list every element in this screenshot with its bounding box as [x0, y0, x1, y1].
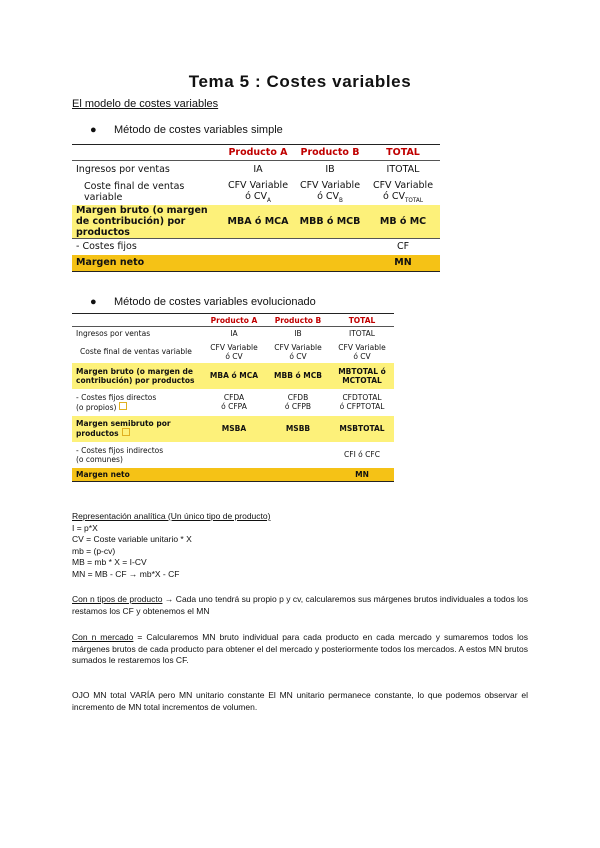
t1-margen-neto-label: Margen neto [72, 255, 222, 271]
t2-coste-label: Coste final de ventas variable [80, 347, 192, 356]
representation-block [72, 511, 270, 580]
table-evolucionado [72, 313, 394, 482]
t2-cfd-a: CFDA ó CFPA [221, 393, 247, 411]
t1-mb-b: MBB ó MCB [294, 205, 366, 239]
t2-cfv-b: CFV Variable ó CV [274, 342, 322, 361]
t1-itotal: ITOTAL [366, 161, 440, 179]
section-heading: El modelo de costes variables [72, 98, 219, 110]
t1-ingresos-label: Ingresos por ventas [72, 161, 222, 179]
page-title: Tema 5 : Costes variables [188, 72, 412, 91]
t1-costes-fijos-label: - Costes fijos [72, 238, 222, 255]
paragraph-ojo: OJO MN total VARÍA pero MN unitario constante El MN unitario permanece constante, lo que podemos observar el incremento de MN total incrementos de volumen. [72, 690, 528, 712]
t2-mb-total: MBTOTAL ó MCTOTAL [330, 363, 394, 389]
t2-cfd-b: CFDB ó CFPB [284, 393, 312, 411]
t1-header-total: TOTAL [366, 145, 440, 161]
t1-header-a: Producto A [222, 145, 294, 161]
t2-header-total: TOTAL [330, 314, 394, 327]
t2-cfv-total: CFV Variable ó CV [338, 342, 386, 361]
comment-marker-icon [119, 402, 127, 410]
t2-ib: IB [266, 327, 330, 341]
t1-header-b: Producto B [294, 145, 366, 161]
t2-cfv-a: CFV Variable ó CV [210, 342, 258, 361]
t1-ia: IA [222, 161, 294, 179]
t2-msb-a: MSBA [202, 416, 266, 442]
t2-mb-b: MBB ó MCB [266, 363, 330, 389]
t1-cfv-total: CFV Variable ó $CV_{TOTAL}$ [372, 179, 434, 204]
formula-line: MN = MB - CF → mb*X - CF [72, 568, 180, 579]
bullet-evolucionado: ● Método de costes variables evolucionado [90, 296, 316, 308]
t2-ingresos-label: Ingresos por ventas [72, 327, 202, 341]
t2-ia: IA [202, 327, 266, 341]
t1-coste-label: Coste final de ventas variable [84, 180, 185, 203]
t2-itotal: ITOTAL [330, 327, 394, 341]
bullet-simple-text: Método de costes variables simple [114, 124, 283, 136]
t1-ib: IB [294, 161, 366, 179]
paragraph-n-mercado: Con n mercado = Calcularemos MN bruto individual para cada producto en cada mercado y sumaremos todos los márgenes brutos de cada producto para obtener el del mercado y posteriormente todos los mercados. A estos MN brutos sumados le restaremos los CF. [72, 632, 528, 665]
paragraph-n-productos: Con n tipos de producto → Cada uno tendrá su propio p y cv, calcularemos sus márgenes brutos individuales a todos los restamos los CF y obtenemos el MN [72, 594, 528, 616]
t2-margen-neto-label: Margen neto [72, 468, 202, 482]
formula-line: mb = (p-cv) [72, 545, 116, 556]
t2-msb-total: MSBTOTAL [330, 416, 394, 442]
t1-margen-bruto-label: Margen bruto (o margen de contribución) por productos [72, 205, 222, 239]
t2-header-a: Producto A [202, 314, 266, 327]
t1-cfv-b: CFV Variable ó $CV_B$ [299, 179, 361, 204]
t2-mn: MN [330, 468, 394, 482]
t2-cfd-total: CFDTOTAL ó CFPTOTAL [339, 393, 385, 411]
t2-msb-b: MSBB [266, 416, 330, 442]
table-simple [72, 144, 440, 272]
t2-header-b: Producto B [266, 314, 330, 327]
t2-cfd-label: - Costes fijos directos (o propios) [76, 392, 157, 412]
bullet-evolucionado-text: Método de costes variables evolucionado [114, 296, 316, 308]
t1-mb-a: MBA ó MCA [222, 205, 294, 239]
t2-cfi-label: - Costes fijos indirectos (o comunes) [76, 445, 164, 464]
formula-line: CV = Coste variable unitario * X [72, 534, 192, 544]
t1-cfv-a: CFV Variable ó $CV_A$ [227, 179, 289, 204]
t2-margen-bruto-label: Margen bruto (o margen de contribución) por productos [72, 363, 202, 389]
bullet-simple: ● Método de costes variables simple [90, 124, 283, 136]
t2-mb-a: MBA ó MCA [202, 363, 266, 389]
representation-title: Representación analítica (Un único tipo de producto) [72, 511, 271, 521]
comment-marker-icon [122, 428, 130, 436]
t2-cfi: CFI ó CFC [344, 450, 380, 459]
formula-line: I = p*X [72, 522, 98, 533]
formula-line: MB = mb * X = I-CV [72, 557, 147, 567]
t2-msb-label: Margen semibruto por productos [72, 416, 202, 442]
t1-mn: MN [366, 255, 440, 271]
t1-cf: CF [366, 238, 440, 255]
t1-mb-total: MB ó MC [366, 205, 440, 239]
